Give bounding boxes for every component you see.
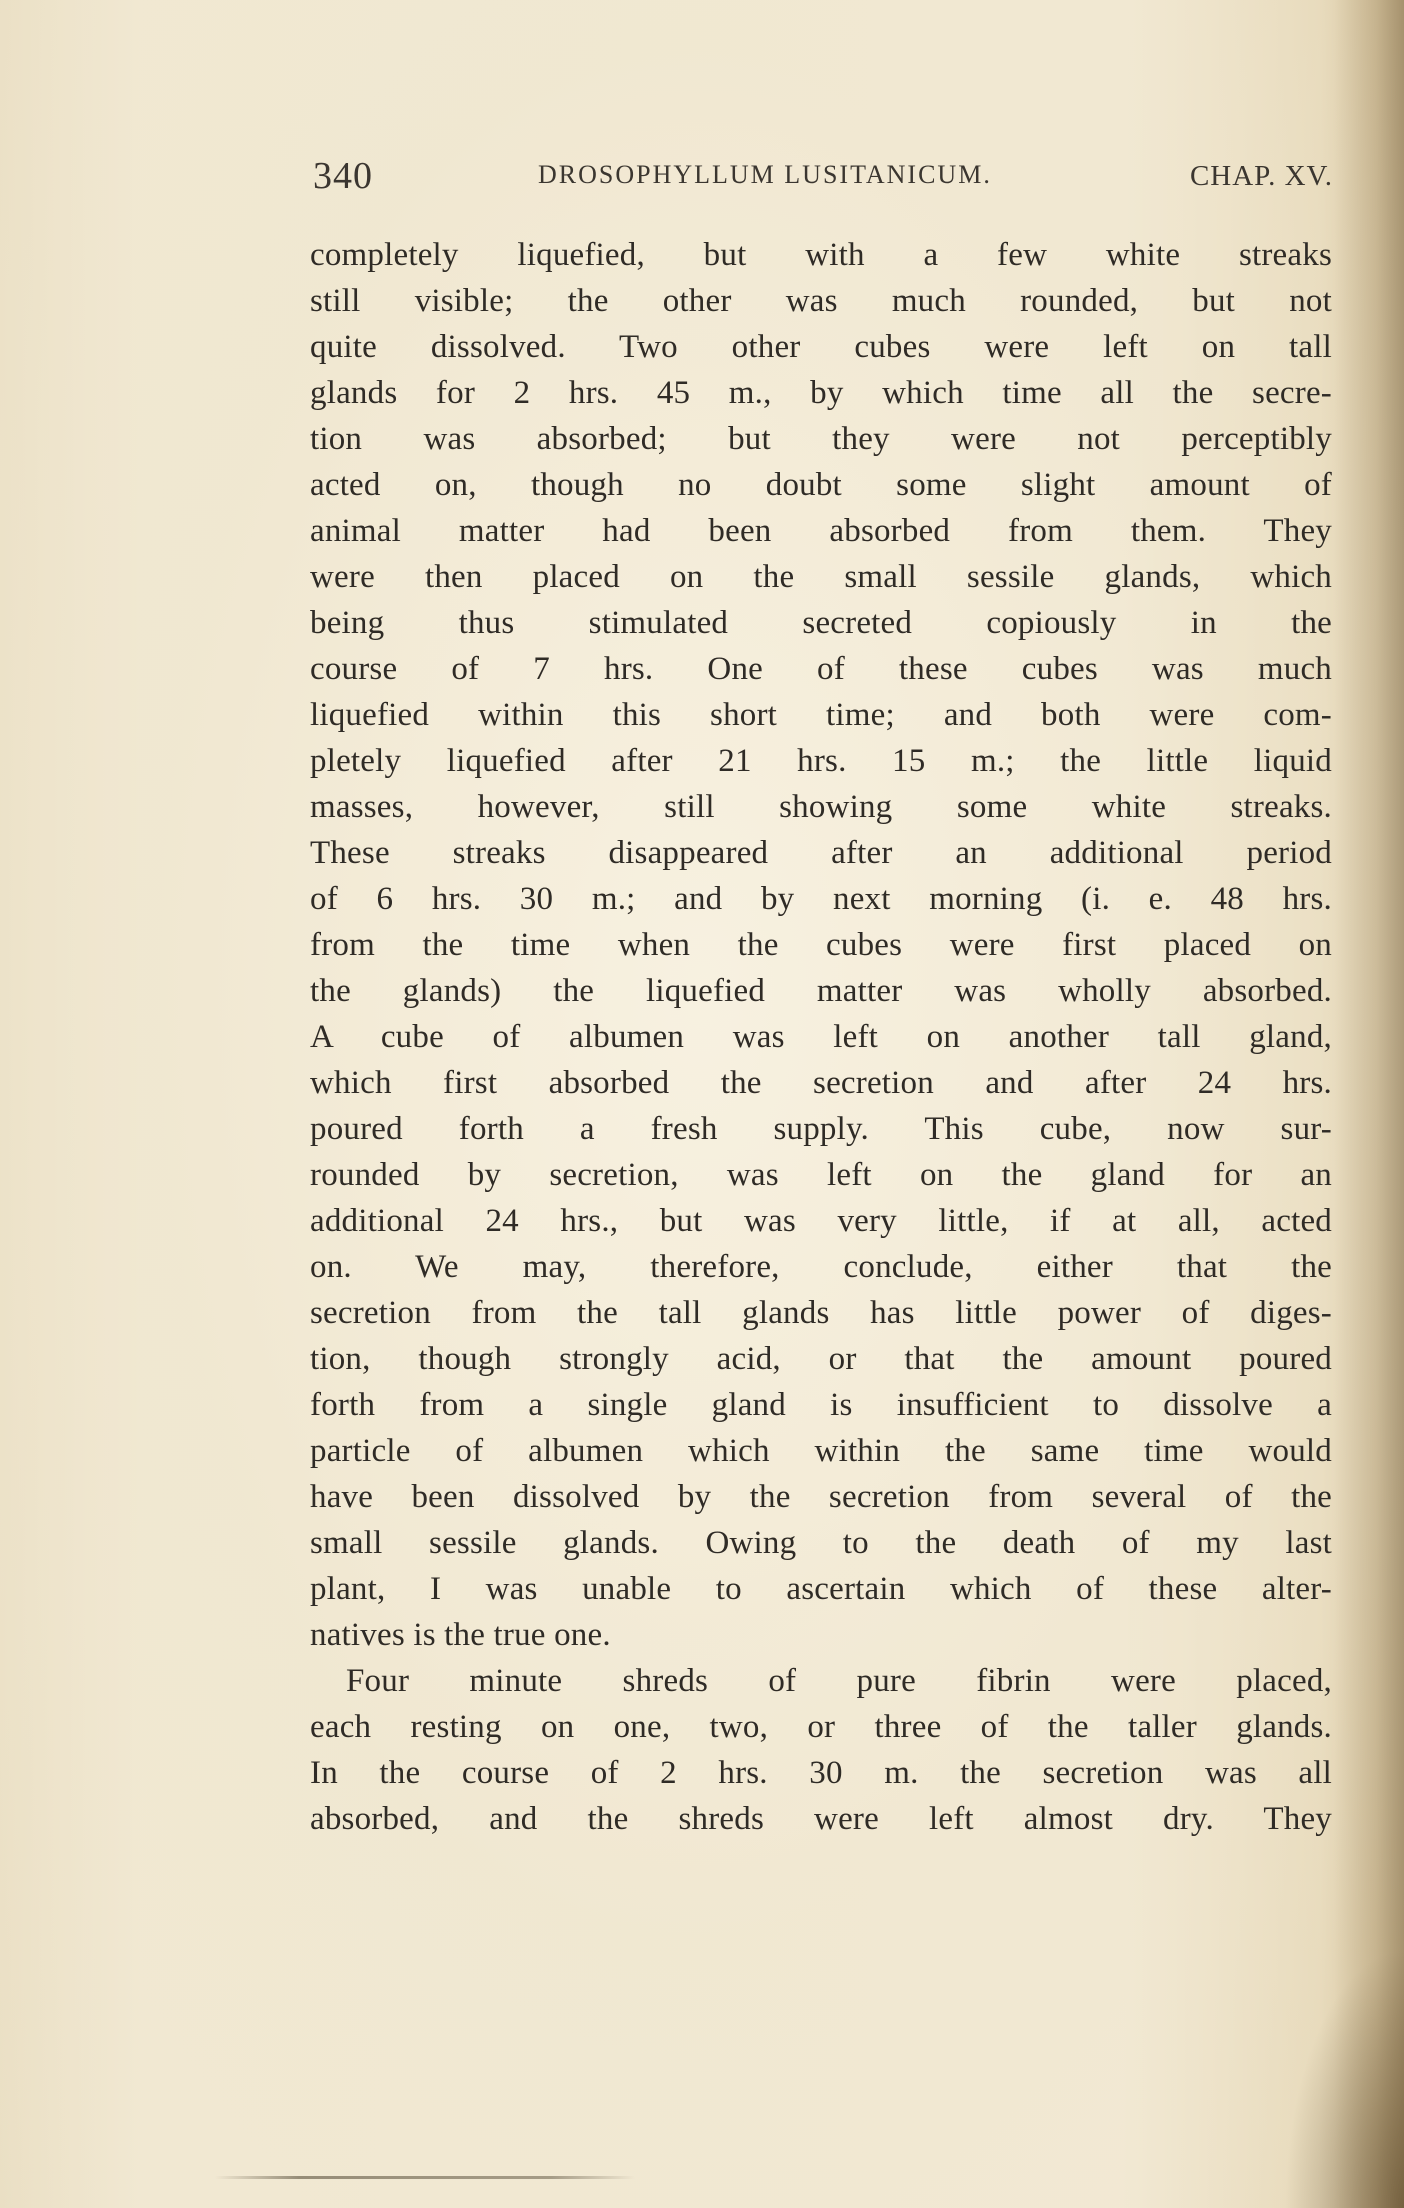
text-line: tion, though strongly acid, or that the amount poured — [310, 1341, 1332, 1377]
text-line: additional 24 hrs., but was very little, if at all, acted — [310, 1203, 1332, 1239]
text-line: glands for 2 hrs. 45 m., by which time all the secre- — [310, 375, 1332, 411]
text-line: A cube of albumen was left on another tall gland, — [310, 1019, 1332, 1055]
text-line: which first absorbed the secretion and after 24 hrs. — [310, 1065, 1332, 1101]
text-line: completely liquefied, but with a few white streaks — [310, 237, 1332, 273]
text-line: In the course of 2 hrs. 30 m. the secretion was all — [310, 1755, 1332, 1791]
text-line: the glands) the liquefied matter was wholly absorbed. — [310, 973, 1332, 1009]
bottom-rule — [215, 2176, 635, 2179]
running-head — [313, 150, 1333, 200]
text-line: were then placed on the small sessile glands, which — [310, 559, 1332, 595]
text-line: plant, I was unable to ascertain which of these alter- — [310, 1571, 1332, 1607]
text-line: secretion from the tall glands has little power of diges- — [310, 1295, 1332, 1331]
text-line: pletely liquefied after 21 hrs. 15 m.; the little liquid — [310, 743, 1332, 779]
text-line: have been dissolved by the secretion from several of the — [310, 1479, 1332, 1515]
text-line: forth from a single gland is insufficient to dissolve a — [310, 1387, 1332, 1423]
text-line: absorbed, and the shreds were left almost dry. They — [310, 1801, 1332, 1837]
text-line: masses, however, still showing some white streaks. — [310, 789, 1332, 825]
text-line: Four minute shreds of pure fibrin were placed, — [346, 1663, 1332, 1699]
text-line: tion was absorbed; but they were not perceptibly — [310, 421, 1332, 457]
text-line: of 6 hrs. 30 m.; and by next morning (i. e. 48 hrs. — [310, 881, 1332, 917]
text-line: These streaks disappeared after an additional period — [310, 835, 1332, 871]
text-line: natives is the true one. — [310, 1617, 611, 1653]
text-line: liquefied within this short time; and both were com- — [310, 697, 1332, 733]
text-line: poured forth a fresh supply. This cube, now sur- — [310, 1111, 1332, 1147]
text-line: animal matter had been absorbed from them. They — [310, 513, 1332, 549]
page-corner-shadow — [1284, 1948, 1404, 2208]
text-line: being thus stimulated secreted copiously in the — [310, 605, 1332, 641]
text-line: acted on, though no doubt some slight amount of — [310, 467, 1332, 503]
body-text — [310, 232, 1332, 1842]
text-line: on. We may, therefore, conclude, either that the — [310, 1249, 1332, 1285]
page-number: 340 — [313, 155, 373, 197]
text-line: particle of albumen which within the same time would — [310, 1433, 1332, 1469]
text-line: course of 7 hrs. One of these cubes was much — [310, 651, 1332, 687]
text-line: from the time when the cubes were first placed on — [310, 927, 1332, 963]
page-edge-shadow — [1334, 0, 1404, 2208]
text-line: still visible; the other was much rounded, but not — [310, 283, 1332, 319]
text-line: rounded by secretion, was left on the gland for an — [310, 1157, 1332, 1193]
chapter-label: CHAP. XV. — [1189, 160, 1333, 192]
text-line: quite dissolved. Two other cubes were left on tall — [310, 329, 1332, 365]
running-title: DROSOPHYLLUM LUSITANICUM. — [538, 160, 992, 189]
text-line: small sessile glands. Owing to the death of my last — [310, 1525, 1332, 1561]
text-line: each resting on one, two, or three of the taller glands. — [310, 1709, 1332, 1745]
